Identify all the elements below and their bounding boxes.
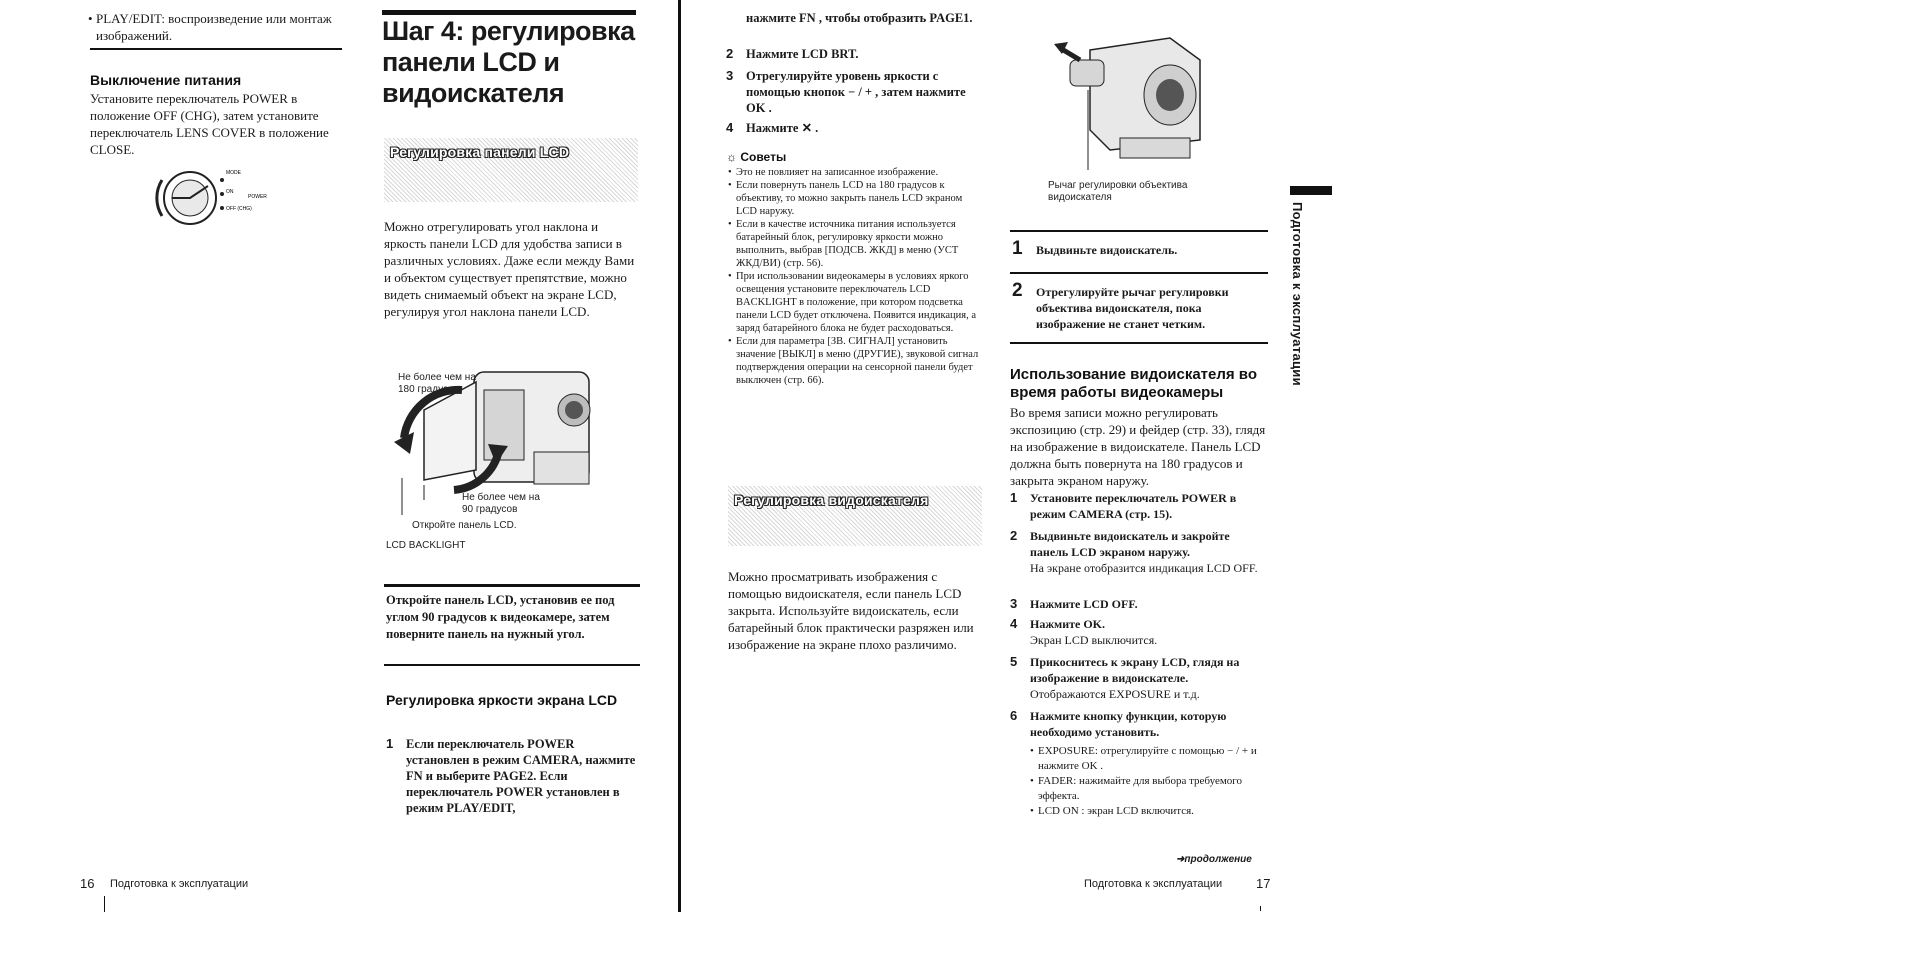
vf-step2-bottom-rule [1010, 342, 1268, 344]
step-number: 3 [1010, 596, 1018, 611]
tips-heading-text: Советы [740, 150, 787, 164]
step-number: 1 [1010, 490, 1018, 505]
power-off-heading: Выключение питания [90, 72, 242, 88]
vf-step2-top-rule [1010, 272, 1268, 274]
step-number: 2 [1010, 528, 1018, 543]
section-bar-viewfinder [728, 486, 982, 546]
brightness-heading: Регулировка яркости экрана LCD [386, 692, 618, 708]
step-text: Нажмите LCD BRT. [746, 47, 859, 61]
footer-tick-right [1260, 906, 1261, 911]
label-open-lcd: Откройте панель LCD. [412, 520, 517, 531]
label-90: Не более чем на 90 градусов [462, 492, 540, 515]
step-text: Нажмите ✕ . [746, 121, 819, 135]
viewfinder-figure [1050, 20, 1220, 180]
instruction-bottom-rule [384, 664, 640, 666]
lens-lever-caption: Рычаг регулировки объектива видоискателя [1048, 180, 1188, 203]
footer-tick-left [104, 896, 105, 912]
tip-item: • Если в качестве источника питания используется батарейный блок, регулировку яркости можно выполнить, выбрав [ПОДСВ. ЖКД] в меню (УСТ ЖКД/ВИ) (стр. 56). [728, 218, 984, 270]
step-number: 5 [1010, 654, 1018, 669]
step-number: 2 [726, 46, 734, 61]
step-text: Выдвиньте видоискатель и закройте панель LCD экраном наружу. [1030, 529, 1230, 559]
instruction-top-rule [384, 584, 640, 587]
side-tab-label: Подготовка к эксплуатации [1290, 202, 1305, 386]
section-bar-viewfinder-title: Регулировка видоискателя [734, 492, 929, 508]
step-text: Нажмите кнопку функции, которую необходимо установить. [1030, 709, 1227, 739]
dial-label-power: POWER [248, 194, 267, 200]
tip-icon: ☼ [726, 150, 737, 164]
lcd-instruction: Откройте панель LCD, установив ее под углом 90 градусов к видеокамере, затем поверните панель на нужный угол. [386, 593, 615, 641]
step-number: 2 [1012, 280, 1023, 301]
footer-page-number-right: 17 [1256, 876, 1271, 891]
step-text: Выдвиньте видоискатель. [1036, 243, 1178, 257]
title-top-rule [382, 10, 636, 15]
continued-marker: ➜продолжение [1176, 854, 1252, 865]
step-number: 4 [1010, 616, 1018, 631]
sub-bullet: • FADER: нажимайте для выбора требуемого эффекта. [1030, 774, 1266, 804]
use-sub-bullets [1030, 744, 1266, 819]
step-text: Прикоснитесь к экрану LCD, глядя на изображение в видоискателе. [1030, 655, 1240, 685]
lcd-intro-body: Можно отрегулировать угол наклона и яркость панели LCD для удобства записи в различных условиях. Даже если между Вами и объектом существует препятствие, можно видеть снимаемый объект на экране LCD, регулируя угол наклона панели LCD. [384, 219, 635, 319]
intro-bullet: • PLAY/EDIT: воспроизведение или монтаж изображений. [88, 10, 338, 44]
section-bar-lcd-title: Регулировка панели LCD [390, 144, 570, 160]
step-number: 1 [1012, 238, 1023, 259]
divider [90, 48, 342, 50]
section-bar-lcd [384, 138, 638, 202]
step-text: Нажмите OK. [1030, 617, 1106, 631]
sub-bullet: • EXPOSURE: отрегулируйте с помощью − / + и нажмите OK . [1030, 744, 1266, 774]
step-note: Экран LCD выключится. [1030, 633, 1158, 647]
step-number: 6 [1010, 708, 1018, 723]
page-title: Шаг 4: регулировка панели LCD и видоискателя [382, 16, 635, 108]
step-text: Установите переключатель POWER в режим CAMERA (стр. 15). [1030, 491, 1237, 521]
tip-item: • Если повернуть панель LCD на 180 градусов к объективу, то можно закрыть панель LCD экраном LCD наружу. [728, 179, 984, 218]
dial-label-on: ON [226, 189, 234, 195]
step-note: На экране отобразится индикация LCD OFF. [1030, 561, 1258, 575]
step-text: Отрегулируйте уровень яркости с помощью кнопок − / + , затем нажмите OK . [746, 69, 966, 115]
tip-item: • Это не повлияет на записанное изображение. [728, 166, 984, 179]
step-text: Если переключатель POWER установлен в режим CAMERA, нажмите FN и выберите PAGE2. Если переключатель POWER установлен в режим PLAY/EDIT, [406, 737, 636, 815]
label-180: Не более чем на 180 градусов [398, 372, 476, 395]
tips-heading [726, 150, 786, 164]
label-backlight: LCD BACKLIGHT [386, 540, 466, 551]
use-step-1 [1010, 490, 1272, 524]
brightness-step-1-cont: нажмите FN , чтобы отобразить PAGE1. [746, 11, 973, 25]
step-text: Нажмите LCD OFF. [1030, 597, 1138, 611]
step-number: 1 [386, 736, 394, 751]
tip-item: • При использовании видеокамеры в условиях яркого освещения установите переключатель LCD BACKLIGHT в положение, при котором подсветка панели LCD будет отключена. Появится индикация, а заряд батарейного блока не будет расходоваться. [728, 270, 984, 335]
footer-section-left: Подготовка к эксплуатации [110, 878, 249, 890]
vf-step1-top-rule [1010, 230, 1268, 232]
tips-list [728, 166, 984, 387]
dial-label-off: OFF (CHG) [226, 206, 252, 212]
side-tab-bar [1290, 186, 1332, 195]
step-text: Отрегулируйте рычаг регулировки объектива видоискателя, пока изображение не станет четким. [1036, 285, 1229, 331]
power-off-body: Установите переключатель POWER в положение OFF (CHG), затем установите переключатель LENS COVER в положение CLOSE. [90, 91, 329, 157]
use-viewfinder-heading: Использование видоискателя во время работы видеокамеры [1010, 366, 1257, 401]
footer-page-number-left: 16 [80, 876, 95, 891]
viewfinder-body: Можно просматривать изображения с помощью видоискателя, если панель LCD закрыта. Используйте видоискатель, если батарейный блок практически разряжен или изображение на экране плохо различимо. [728, 569, 974, 652]
step-number: 3 [726, 68, 734, 83]
footer-section-right: Подготовка к эксплуатации [1084, 878, 1223, 890]
step-note: Отображаются EXPOSURE и т.д. [1030, 687, 1200, 701]
sub-bullet: • LCD ON : экран LCD включится. [1030, 804, 1266, 819]
power-dial-figure [150, 160, 280, 230]
step-number: 4 [726, 120, 734, 135]
page-gutter [678, 0, 681, 912]
dial-label-mode: MODE [226, 170, 241, 176]
tip-item: • Если для параметра [ЗВ. СИГНАЛ] установить значение [ВЫКЛ] в меню (ДРУГИЕ), звуковой сигнал подтверждения операции на сенсорной панели будет выключен (стр. 66). [728, 335, 984, 387]
use-viewfinder-body: Во время записи можно регулировать экспозицию (стр. 29) и фейдер (стр. 33), глядя на изображение в видоискателе. Панель LCD должна быть повернута на 180 градусов и закрыта экраном наружу. [1010, 405, 1266, 488]
